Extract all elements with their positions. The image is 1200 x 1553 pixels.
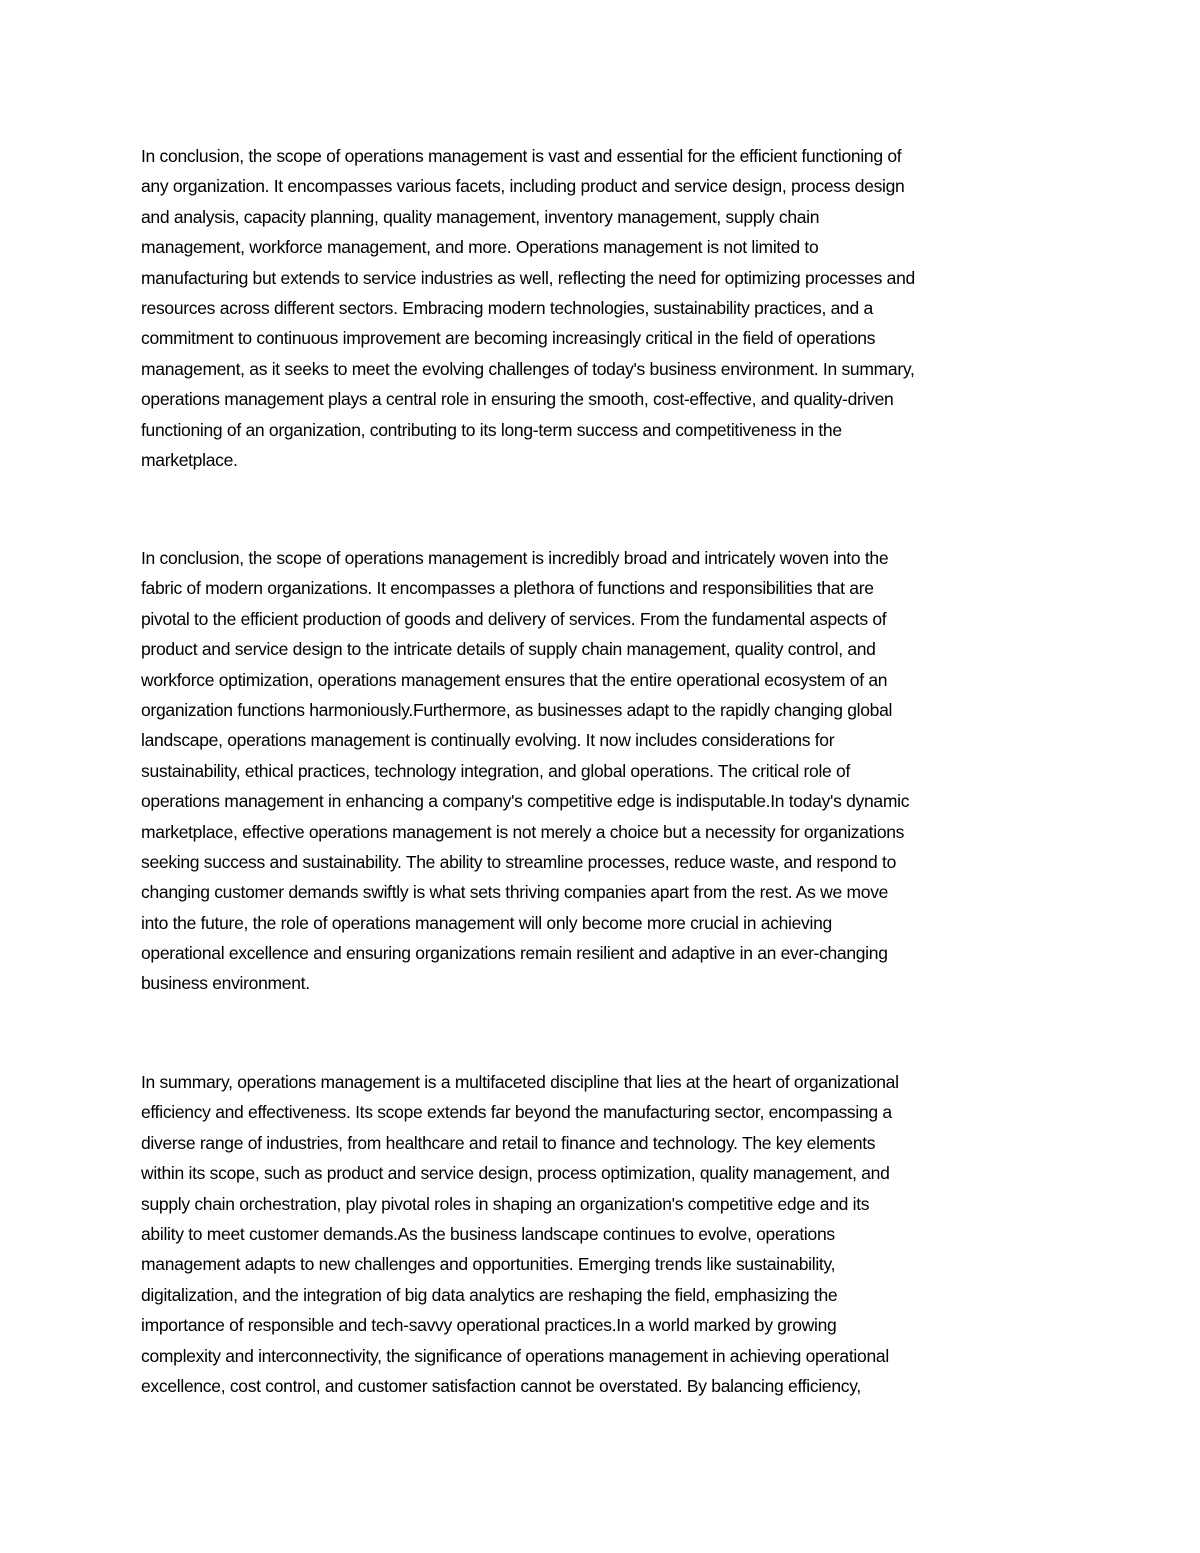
paragraph-line: manufacturing but extends to service industries as well, reflecting the need for optimizing processes and <box>141 267 915 288</box>
paragraph-line: operations management in enhancing a company's competitive edge is indisputable.In today's dynamic <box>141 791 910 812</box>
paragraph-line: In conclusion, the scope of operations management is vast and essential for the efficient functioning of <box>141 146 902 166</box>
paragraph-line: sustainability, ethical practices, technology integration, and global operations. The critical role of <box>141 760 851 781</box>
paragraph-line: management, as it seeks to meet the evolving challenges of today's business environment. In summary, <box>141 358 915 379</box>
paragraph-line: product and service design to the intricate details of supply chain management, quality control, and <box>141 639 876 660</box>
paragraph-line: organization functions harmoniously.Furthermore, as businesses adapt to the rapidly changing global <box>141 699 893 720</box>
paragraph-line: any organization. It encompasses various facets, including product and service design, process design <box>141 176 905 197</box>
paragraph-line: resources across different sectors. Embracing modern technologies, sustainability practices, and a <box>141 297 873 318</box>
paragraph-line: pivotal to the efficient production of goods and delivery of services. From the fundamental aspects of <box>141 608 887 629</box>
paragraph-line: into the future, the role of operations management will only become more crucial in achieving <box>141 912 832 933</box>
paragraph-3 <box>141 1067 1076 1401</box>
paragraph-line: management adapts to new challenges and opportunities. Emerging trends like sustainability, <box>141 1254 836 1275</box>
paragraph-line: diverse range of industries, from healthcare and retail to finance and technology. The key elements <box>141 1132 876 1153</box>
paragraph-line: ability to meet customer demands.As the business landscape continues to evolve, operations <box>141 1223 835 1244</box>
paragraph-line: complexity and interconnectivity, the significance of operations management in achieving operational <box>141 1345 889 1366</box>
paragraph-line: operational excellence and ensuring organizations remain resilient and adaptive in an ever-changing <box>141 943 888 964</box>
paragraph-line: fabric of modern organizations. It encompasses a plethora of functions and responsibilities that are <box>141 578 874 599</box>
paragraph-1 <box>141 141 1076 475</box>
paragraph-line: within its scope, such as product and service design, process optimization, quality management, and <box>141 1163 890 1184</box>
paragraph-line: and analysis, capacity planning, quality management, inventory management, supply chain <box>141 206 820 227</box>
paragraph-line: In summary, operations management is a multifaceted discipline that lies at the heart of organizational <box>141 1072 899 1092</box>
paragraph-line: marketplace, effective operations management is not merely a choice but a necessity for organizations <box>141 821 905 842</box>
paragraph-line: importance of responsible and tech-savvy operational practices.In a world marked by growing <box>141 1315 837 1336</box>
paragraph-line: landscape, operations management is continually evolving. It now includes considerations for <box>141 730 835 751</box>
paragraph-line: digitalization, and the integration of big data analytics are reshaping the field, emphasizing the <box>141 1284 838 1305</box>
paragraph-line: marketplace. <box>141 449 238 470</box>
paragraph-line: operations management plays a central role in ensuring the smooth, cost-effective, and quality-driven <box>141 389 894 410</box>
paragraph-2 <box>141 543 1076 999</box>
paragraph-line: workforce optimization, operations management ensures that the entire operational ecosystem of an <box>141 669 888 690</box>
paragraph-line: supply chain orchestration, play pivotal roles in shaping an organization's competitive edge and its <box>141 1193 870 1214</box>
paragraph-line: excellence, cost control, and customer satisfaction cannot be overstated. By balancing efficiency, <box>141 1375 861 1396</box>
paragraph-line: seeking success and sustainability. The ability to streamline processes, reduce waste, and respond to <box>141 851 897 872</box>
paragraph-line: changing customer demands swiftly is what sets thriving companies apart from the rest. As we move <box>141 882 889 903</box>
paragraph-line: commitment to continuous improvement are becoming increasingly critical in the field of operations <box>141 328 876 349</box>
paragraph-line: In conclusion, the scope of operations management is incredibly broad and intricately woven into the <box>141 548 889 568</box>
paragraph-line: efficiency and effectiveness. Its scope extends far beyond the manufacturing sector, encompassing a <box>141 1102 892 1123</box>
paragraph-line: management, workforce management, and more. Operations management is not limited to <box>141 237 819 258</box>
paragraph-line: business environment. <box>141 973 310 994</box>
paragraph-line: functioning of an organization, contributing to its long-term success and competitiveness in the <box>141 419 842 440</box>
